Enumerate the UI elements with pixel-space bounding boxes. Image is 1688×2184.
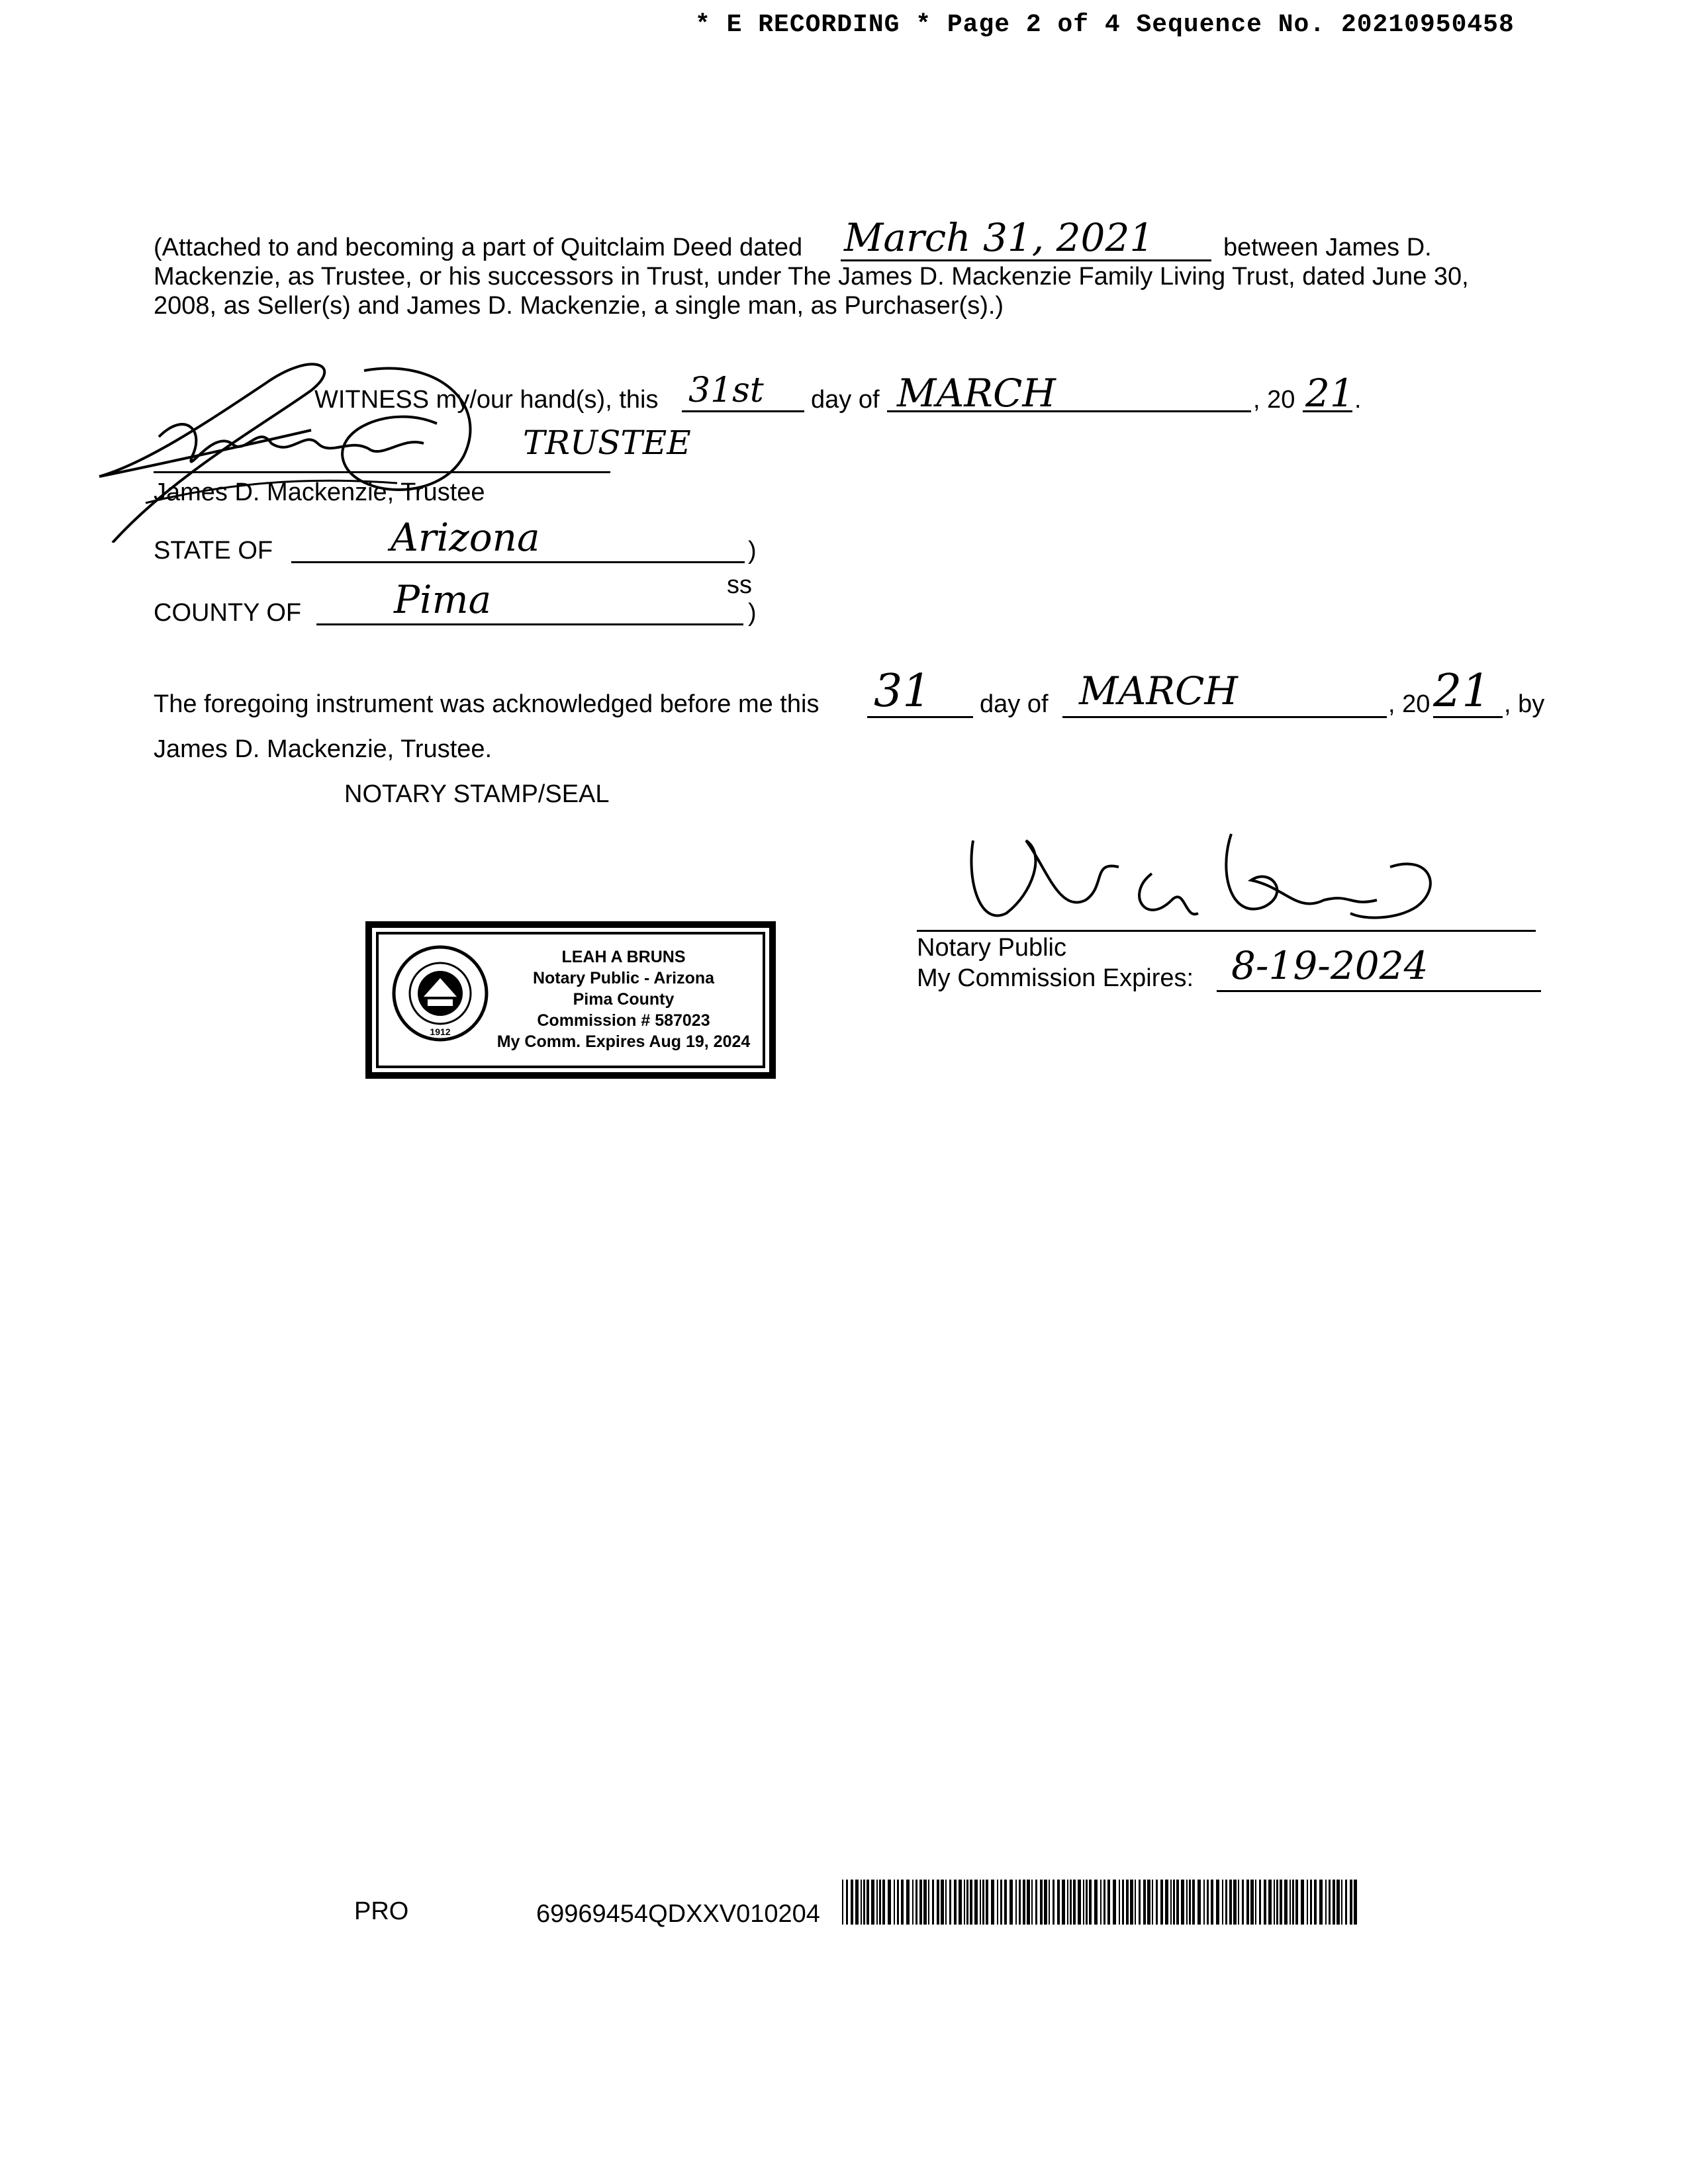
barcode-bar (923, 1880, 927, 1925)
barcode-bar (1027, 1880, 1030, 1925)
commission-expires-handwritten: 8-19-2024 (1231, 943, 1429, 988)
barcode-bar (1073, 1880, 1076, 1925)
barcode-bar (1329, 1880, 1331, 1925)
barcode-bar (1160, 1880, 1163, 1925)
barcode-bar (1152, 1880, 1153, 1925)
barcode-bar (1083, 1880, 1084, 1925)
stamp-expires: My Comm. Expires Aug 19, 2024 (496, 1032, 751, 1051)
barcode-bar (1094, 1880, 1098, 1925)
barcode-bar (1289, 1880, 1291, 1925)
barcode-bar (932, 1880, 934, 1925)
barcode-bar (1345, 1880, 1347, 1925)
barcode-bar (1070, 1880, 1072, 1925)
barcode-bar (888, 1880, 891, 1925)
notary-public-label: Notary Public (917, 934, 1066, 962)
county-line (316, 623, 743, 625)
barcode-bar (1333, 1880, 1335, 1925)
ack-month-line (1062, 716, 1387, 718)
barcode-bar (1086, 1880, 1088, 1925)
barcode-bar (1015, 1880, 1017, 1925)
barcode-bar (1264, 1880, 1266, 1925)
barcode-bar (1147, 1880, 1150, 1925)
barcode-bar (1203, 1880, 1205, 1925)
state-handwritten: Arizona (391, 515, 540, 560)
barcode-bar (871, 1880, 874, 1925)
barcode-bar (919, 1880, 922, 1925)
barcode-bar (1336, 1880, 1340, 1925)
barcode-bar (1242, 1880, 1244, 1925)
barcode-bar (1284, 1880, 1288, 1925)
county-handwritten: Pima (394, 577, 492, 622)
stamp-title: Notary Public - Arizona (532, 969, 715, 987)
ack-year-handwritten: 21 (1433, 665, 1491, 717)
barcode-bar (1295, 1880, 1298, 1925)
barcode-bar (1341, 1880, 1342, 1925)
recording-header: * E RECORDING * Page 2 of 4 Sequence No. 20210950458 (695, 11, 1515, 39)
barcode-bar (1186, 1880, 1188, 1925)
barcode-bar (1301, 1880, 1304, 1925)
signature-title-handwritten: TRUSTEE (523, 424, 691, 462)
barcode-bar (1350, 1880, 1352, 1925)
barcode-bar (1314, 1880, 1317, 1925)
commission-expires-line (1217, 990, 1541, 992)
barcode-bar (1246, 1880, 1249, 1925)
barcode-bar (1135, 1880, 1136, 1925)
commission-expires-label: My Commission Expires: (917, 964, 1194, 992)
barcode-bar (1229, 1880, 1232, 1925)
barcode-bar (1192, 1880, 1195, 1925)
ack-day-of: day of (980, 690, 1049, 718)
barcode-bar (1019, 1880, 1021, 1925)
barcode-bar (897, 1880, 899, 1925)
barcode-bar (876, 1880, 878, 1925)
barcode-bar (949, 1880, 951, 1925)
barcode-bar (1067, 1880, 1068, 1925)
barcode-bar (1211, 1880, 1213, 1925)
barcode-bar (1035, 1880, 1037, 1925)
barcode-bar (1103, 1880, 1105, 1925)
ack-by: , by (1504, 690, 1545, 718)
witness-prefix: WITNESS my/our hand(s), this (314, 386, 659, 414)
ack-prefix: The foregoing instrument was acknowledged before me this (154, 690, 820, 718)
barcode-bar (1139, 1880, 1141, 1925)
barcode-bar (879, 1880, 881, 1925)
barcode-bar (1176, 1880, 1179, 1925)
barcode (842, 1880, 1358, 1925)
barcode-bar (1004, 1880, 1007, 1925)
attachment-line-2: Mackenzie, as Trustee, or his successors in Trust, under The James D. Mackenzie Family Living Trust, dated June 30, (154, 263, 1469, 291)
notary-signature (953, 814, 1456, 940)
barcode-bar (1225, 1880, 1227, 1925)
barcode-bar (1216, 1880, 1219, 1925)
barcode-bar (1040, 1880, 1043, 1925)
barcode-bar (901, 1880, 904, 1925)
barcode-bar (1307, 1880, 1308, 1925)
barcode-bar (1057, 1880, 1060, 1925)
witness-day-handwritten: 31st (688, 371, 764, 410)
barcode-bar (894, 1880, 895, 1925)
barcode-bar (1062, 1880, 1065, 1925)
barcode-bar (851, 1880, 853, 1925)
stamp-commission: Commission # 587023 (537, 1011, 710, 1030)
barcode-bar (959, 1880, 962, 1925)
witness-day-line (682, 410, 804, 412)
barcode-bar (1009, 1880, 1013, 1925)
barcode-bar (1310, 1880, 1312, 1925)
barcode-bar (1130, 1880, 1133, 1925)
notary-stamp (365, 921, 776, 1079)
barcode-bar (1165, 1880, 1168, 1925)
barcode-bar (1089, 1880, 1092, 1925)
barcode-bar (912, 1880, 914, 1925)
barcode-bar (1173, 1880, 1175, 1925)
barcode-bar (1354, 1880, 1357, 1925)
witness-year-handwritten: 21 (1305, 371, 1354, 416)
barcode-bar (1259, 1880, 1261, 1925)
barcode-bar (1325, 1880, 1327, 1925)
barcode-bar (1156, 1880, 1158, 1925)
barcode-bar (1044, 1880, 1047, 1925)
ss-label: ss (727, 571, 752, 599)
ack-day-handwritten: 31 (874, 665, 931, 717)
barcode-bar (986, 1880, 988, 1925)
barcode-bar (1113, 1880, 1116, 1925)
barcode-bar (1250, 1880, 1254, 1925)
barcode-bar (1319, 1880, 1323, 1925)
barcode-bar (1274, 1880, 1275, 1925)
barcode-bar (842, 1880, 843, 1925)
ack-line-2: James D. Mackenzie, Trustee. (154, 735, 492, 763)
barcode-bar (1000, 1880, 1002, 1925)
stamp-county: Pima County (573, 990, 675, 1009)
barcode-bar (970, 1880, 972, 1925)
barcode-bar (1049, 1880, 1050, 1925)
barcode-bar (1181, 1880, 1184, 1925)
barcode-bar (1233, 1880, 1237, 1925)
barcode-bar (974, 1880, 978, 1925)
state-seal-icon (391, 944, 490, 1043)
stamp-name: LEAH A BRUNS (561, 948, 686, 966)
barcode-bar (1100, 1880, 1102, 1925)
barcode-bar (906, 1880, 910, 1925)
barcode-bar (846, 1880, 848, 1925)
barcode-bar (1143, 1880, 1146, 1925)
witness-year-prefix: , 20 (1253, 386, 1295, 414)
barcode-bar (937, 1880, 939, 1925)
notary-stamp-label: NOTARY STAMP/SEAL (344, 780, 610, 808)
barcode-bar (855, 1880, 859, 1925)
county-label: COUNTY OF (154, 599, 302, 627)
barcode-bar (1197, 1880, 1201, 1925)
barcode-bar (1078, 1880, 1081, 1925)
barcode-bar (1122, 1880, 1124, 1925)
attachment-line-3: 2008, as Seller(s) and James D. Mackenzie, a single man, as Purchaser(s).) (154, 292, 1004, 320)
attachment-prefix: (Attached to and becoming a part of Quitclaim Deed dated (154, 234, 803, 261)
barcode-bar (964, 1880, 965, 1925)
barcode-bar (882, 1880, 885, 1925)
ack-year-prefix: , 20 (1388, 690, 1430, 718)
seal-year: 1912 (430, 1026, 451, 1037)
barcode-bar (941, 1880, 944, 1925)
barcode-bar (928, 1880, 929, 1925)
barcode-bar (991, 1880, 994, 1925)
barcode-bar (945, 1880, 947, 1925)
signer-name: James D. Mackenzie, Trustee (154, 478, 485, 506)
barcode-bar (1170, 1880, 1172, 1925)
barcode-bar (954, 1880, 957, 1925)
barcode-bar (1255, 1880, 1256, 1925)
witness-period: . (1354, 386, 1362, 414)
state-line (291, 561, 745, 563)
barcode-bar (1276, 1880, 1278, 1925)
barcode-bar (1031, 1880, 1033, 1925)
barcode-bar (1023, 1880, 1025, 1925)
ack-month-handwritten: MARCH (1079, 668, 1238, 713)
footer-code: PRO (354, 1897, 409, 1925)
barcode-bar (861, 1880, 862, 1925)
barcode-bar (1238, 1880, 1239, 1925)
barcode-bar (980, 1880, 981, 1925)
barcode-bar (1107, 1880, 1110, 1925)
barcode-bar (1280, 1880, 1282, 1925)
state-label: STATE OF (154, 537, 273, 565)
signature-line (154, 471, 610, 473)
barcode-bar (1189, 1880, 1191, 1925)
barcode-bar (867, 1880, 869, 1925)
state-paren: ) (748, 537, 757, 565)
barcode-bar (1126, 1880, 1129, 1925)
barcode-bar (863, 1880, 865, 1925)
barcode-number: 69969454QDXXV010204 (536, 1900, 820, 1928)
witness-day-of: day of (811, 386, 880, 414)
barcode-bar (1053, 1880, 1055, 1925)
barcode-bar (1222, 1880, 1223, 1925)
barcode-bar (1292, 1880, 1294, 1925)
deed-date-handwritten: March 31, 2021 (844, 215, 1154, 260)
witness-month-handwritten: MARCH (897, 371, 1056, 416)
barcode-bar (1207, 1880, 1209, 1925)
barcode-bar (915, 1880, 917, 1925)
notary-signature-line (917, 930, 1536, 932)
attachment-suffix: between James D. (1223, 234, 1432, 261)
barcode-bar (966, 1880, 968, 1925)
barcode-bar (982, 1880, 984, 1925)
barcode-bar (1268, 1880, 1272, 1925)
barcode-bar (997, 1880, 998, 1925)
barcode-bar (1119, 1880, 1120, 1925)
county-paren: ) (748, 599, 757, 627)
